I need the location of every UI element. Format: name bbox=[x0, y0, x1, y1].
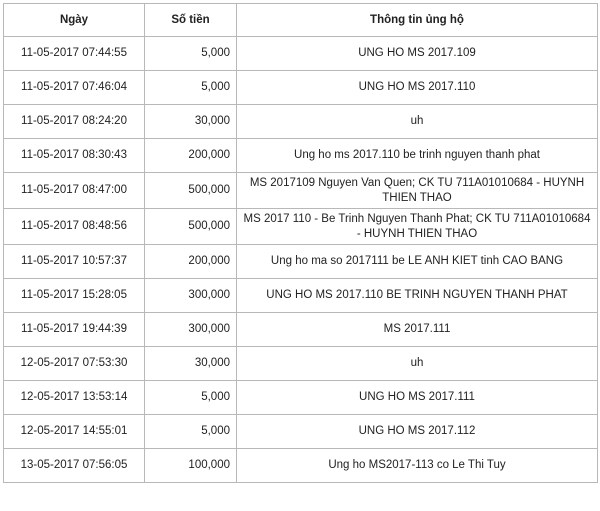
row-info: UNG HO MS 2017.112 bbox=[237, 415, 598, 449]
table-row bbox=[4, 173, 598, 209]
row-info: MS 2017.111 bbox=[237, 313, 598, 347]
table-row bbox=[4, 209, 598, 245]
row-amount: 5,000 bbox=[145, 381, 237, 415]
row-date: 12-05-2017 14:55:01 bbox=[4, 415, 145, 449]
row-info: uh bbox=[237, 347, 598, 381]
table-row bbox=[4, 105, 598, 139]
row-info: Ung ho ms 2017.110 be trinh nguyen thanh phat bbox=[237, 139, 598, 173]
row-amount: 5,000 bbox=[145, 37, 237, 71]
row-amount: 30,000 bbox=[145, 347, 237, 381]
row-info: MS 2017 110 - Be Trinh Nguyen Thanh Phat; CK TU 711A01010684 - HUYNH THIEN THAO bbox=[237, 209, 598, 245]
table-row bbox=[4, 245, 598, 279]
row-amount: 300,000 bbox=[145, 279, 237, 313]
row-info: Ung ho MS2017-113 co Le Thi Tuy bbox=[237, 449, 598, 483]
row-info: uh bbox=[237, 105, 598, 139]
row-date: 11-05-2017 08:24:20 bbox=[4, 105, 145, 139]
table-row bbox=[4, 347, 598, 381]
table-row bbox=[4, 381, 598, 415]
row-date: 13-05-2017 07:56:05 bbox=[4, 449, 145, 483]
row-date: 11-05-2017 15:28:05 bbox=[4, 279, 145, 313]
row-date: 11-05-2017 08:48:56 bbox=[4, 209, 145, 245]
row-date: 11-05-2017 10:57:37 bbox=[4, 245, 145, 279]
table-row bbox=[4, 415, 598, 449]
row-info: Ung ho ma so 2017111 be LE ANH KIET tinh CAO BANG bbox=[237, 245, 598, 279]
table-row bbox=[4, 37, 598, 71]
row-amount: 200,000 bbox=[145, 139, 237, 173]
row-date: 11-05-2017 07:46:04 bbox=[4, 71, 145, 105]
row-date: 11-05-2017 19:44:39 bbox=[4, 313, 145, 347]
table-row bbox=[4, 313, 598, 347]
column-header-date: Ngày bbox=[4, 4, 145, 37]
table-header-row bbox=[4, 4, 598, 37]
donations-table bbox=[3, 3, 598, 483]
row-date: 11-05-2017 07:44:55 bbox=[4, 37, 145, 71]
row-amount: 5,000 bbox=[145, 71, 237, 105]
row-amount: 5,000 bbox=[145, 415, 237, 449]
row-date: 12-05-2017 13:53:14 bbox=[4, 381, 145, 415]
row-amount: 300,000 bbox=[145, 313, 237, 347]
row-info: MS 2017109 Nguyen Van Quen; CK TU 711A01010684 - HUYNH THIEN THAO bbox=[237, 173, 598, 209]
row-amount: 30,000 bbox=[145, 105, 237, 139]
row-info: UNG HO MS 2017.111 bbox=[237, 381, 598, 415]
table-row bbox=[4, 279, 598, 313]
row-amount: 500,000 bbox=[145, 173, 237, 209]
column-header-info: Thông tin ủng hộ bbox=[237, 4, 598, 37]
row-date: 11-05-2017 08:30:43 bbox=[4, 139, 145, 173]
row-amount: 200,000 bbox=[145, 245, 237, 279]
column-header-amount: Số tiền bbox=[145, 4, 237, 37]
row-info: UNG HO MS 2017.109 bbox=[237, 37, 598, 71]
table-row bbox=[4, 71, 598, 105]
table-row bbox=[4, 139, 598, 173]
table-row bbox=[4, 449, 598, 483]
row-amount: 500,000 bbox=[145, 209, 237, 245]
row-date: 11-05-2017 08:47:00 bbox=[4, 173, 145, 209]
row-amount: 100,000 bbox=[145, 449, 237, 483]
row-info: UNG HO MS 2017.110 bbox=[237, 71, 598, 105]
row-date: 12-05-2017 07:53:30 bbox=[4, 347, 145, 381]
row-info: UNG HO MS 2017.110 BE TRINH NGUYEN THANH PHAT bbox=[237, 279, 598, 313]
